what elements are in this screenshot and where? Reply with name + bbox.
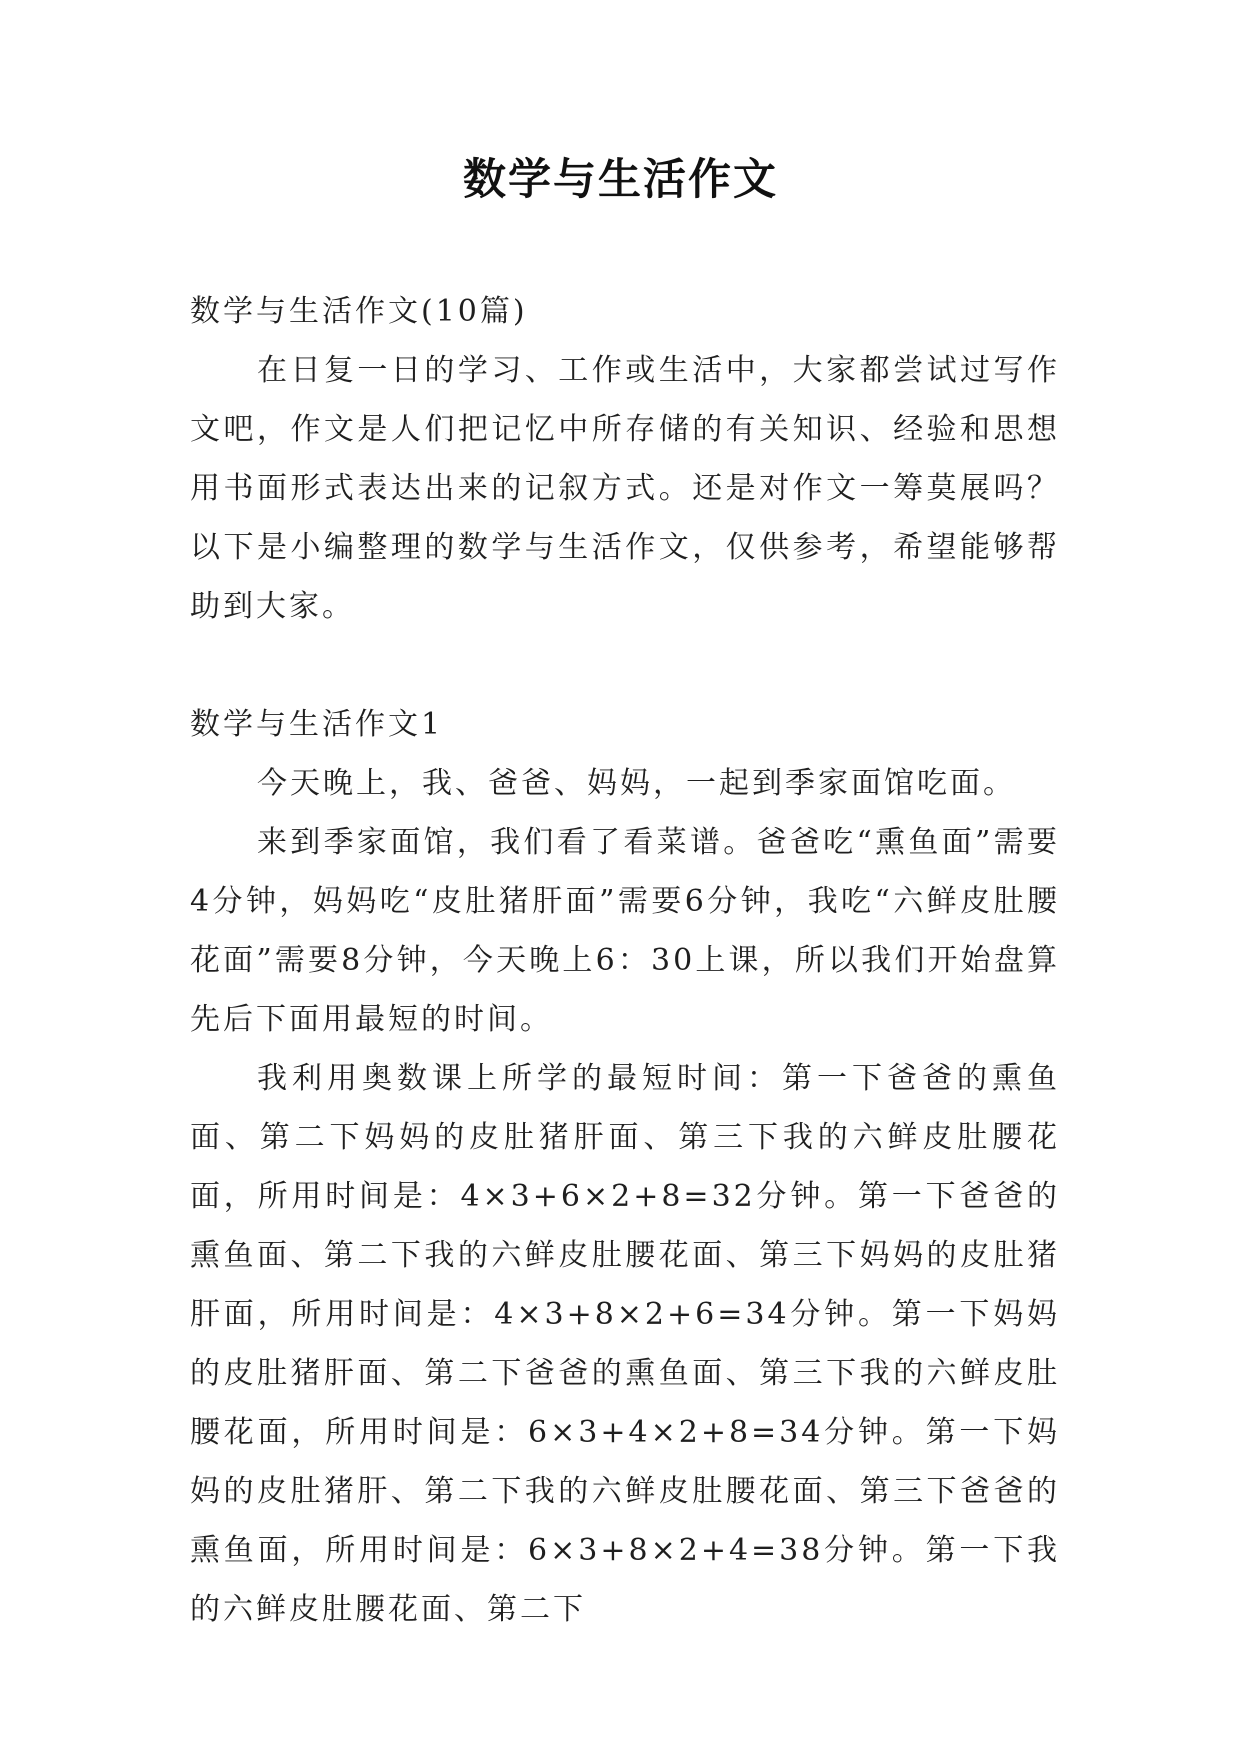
essay-heading: 数学与生活作文1 [190,707,444,742]
intro-paragraph: 在日复一日的学习、工作或生活中，大家都尝试过写作文吧，作文是人们把记忆中所存储的有关知识、经验和思想用书面形式表达出来的记叙方式。还是对作文一筹莫展吗？以下是小编整理的数学与生活作文，仅供参考，希望能够帮助到大家。 [190,353,1060,624]
document-body [190,282,1060,1639]
document-title: 数学与生活作文 [463,155,778,205]
collection-subtitle: 数学与生活作文(10篇) [190,294,528,329]
paragraph-spacer [190,636,1060,695]
essay-paragraph-1: 今天晚上，我、爸爸、妈妈，一起到季家面馆吃面。 [257,766,1016,801]
essay-paragraph-2: 来到季家面馆，我们看了看菜谱。爸爸吃“熏鱼面”需要4分钟，妈妈吃“皮肚猪肝面”需要6分钟，我吃“六鲜皮肚腰花面”需要8分钟，今天晚上6：30上课，所以我们开始盘算先后下面用最短的时间。 [190,825,1060,1037]
essay-paragraph-3: 我利用奥数课上所学的最短时间：第一下爸爸的熏鱼面、第二下妈妈的皮肚猪肝面、第三下我的六鲜皮肚腰花面，所用时间是：4×3+6×2+8=32分钟。第一下爸爸的熏鱼面、第二下我的六鲜皮肚腰花面、第三下妈妈的皮肚猪肝面，所用时间是：4×3+8×2+6=34分钟。第一下妈妈的皮肚猪肝面、第二下爸爸的熏鱼面、第三下我的六鲜皮肚腰花面，所用时间是：6×3+4×2+8=34分钟。第一下妈妈的皮肚猪肝、第二下我的六鲜皮肚腰花面、第三下爸爸的熏鱼面，所用时间是：6×3+8×2+4=38分钟。第一下我的六鲜皮肚腰花面、第二下 [190,1061,1060,1627]
